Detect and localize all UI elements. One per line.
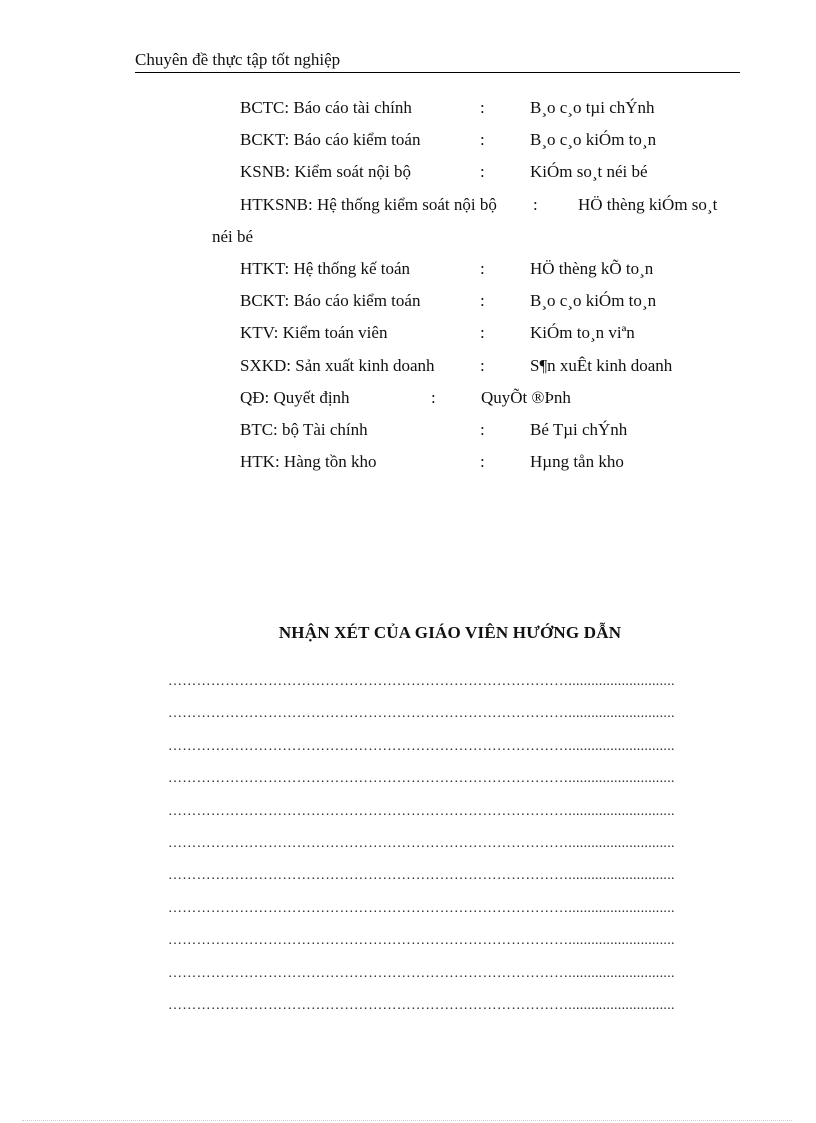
- abbreviation-colon: :: [480, 355, 485, 375]
- abbreviation-term: BCTC: Báo cáo tài chính: [240, 98, 412, 117]
- abbreviation-term: HTKSNB: Hệ thống kiểm soát nội bộ: [240, 194, 497, 214]
- dotted-line: …………………………………………………………………………............................: [168, 835, 675, 851]
- abbreviation-term: BCKT: Báo cáo kiểm toán: [240, 130, 421, 150]
- abbreviation-colon: :: [480, 323, 485, 343]
- abbreviation-term: HTKT: Hệ thống kế toán: [240, 258, 411, 278]
- dotted-line: …………………………………………………………………………............................: [168, 900, 675, 916]
- abbreviation-legacy-text: B¸o c¸o tµi chÝnh: [530, 98, 655, 117]
- abbreviation-row: [0, 350, 816, 382]
- dotted-line: …………………………………………………………………………............................: [168, 738, 675, 754]
- abbreviation-legacy-text: Hµng tån kho: [530, 452, 624, 472]
- abbreviation-row: [0, 253, 816, 285]
- abbreviation-row: [0, 414, 816, 446]
- abbreviation-colon: :: [480, 162, 485, 182]
- abbreviation-legacy-text: HÖ thèng kÕ to¸n: [530, 258, 654, 278]
- abbreviation-colon: :: [480, 98, 485, 117]
- abbreviation-colon: :: [480, 258, 485, 278]
- abbreviation-colon: :: [431, 387, 436, 407]
- abbreviation-row: [0, 92, 816, 124]
- header-title: Chuyên đề thực tập tốt nghiệp: [135, 50, 341, 69]
- abbreviation-colon: :: [480, 130, 485, 150]
- abbreviation-legacy-text: QuyÕt ®Þnh: [481, 387, 571, 407]
- abbreviation-colon: :: [533, 194, 538, 214]
- abbreviation-term: BTC: bộ Tài chính: [240, 419, 368, 439]
- abbreviation-colon: :: [480, 419, 485, 439]
- abbreviation-term: QĐ: Quyết định: [240, 387, 350, 407]
- abbreviation-legacy-text: KiÓm to¸n viªn: [530, 323, 635, 343]
- dotted-line: …………………………………………………………………………............................: [168, 771, 675, 787]
- abbreviation-row: [0, 382, 816, 414]
- abbreviation-colon: :: [480, 452, 485, 472]
- abbreviation-term: néi bé: [212, 226, 254, 246]
- abbreviation-row: [0, 156, 816, 188]
- dotted-line: …………………………………………………………………………............................: [168, 674, 675, 689]
- abbreviation-row: [0, 124, 816, 156]
- dotted-line: …………………………………………………………………………............................: [168, 965, 675, 981]
- abbreviation-legacy-text: KiÓm so¸t néi bé: [530, 162, 648, 182]
- dotted-line: …………………………………………………………………………............................: [168, 997, 675, 1013]
- abbreviation-term: SXKD: Sản xuất kinh doanh: [240, 355, 435, 375]
- abbreviation-legacy-text: B¸o c¸o kiÓm to¸n: [530, 130, 657, 150]
- abbreviation-row: [0, 446, 816, 478]
- abbreviation-legacy-text: HÖ thèng kiÓm so¸t: [578, 194, 718, 214]
- abbreviation-legacy-text: Bé Tµi chÝnh: [530, 419, 628, 439]
- abbreviation-row-continuation: [0, 221, 816, 253]
- page-bottom-rule: [22, 1120, 792, 1122]
- abbreviation-legacy-text: S¶n xuÊt kinh doanh: [530, 355, 673, 375]
- abbreviation-legacy-text: B¸o c¸o kiÓm to¸n: [530, 291, 657, 311]
- page-header: [135, 48, 740, 73]
- abbreviation-row: [0, 189, 816, 221]
- abbreviation-row: [0, 285, 816, 317]
- abbreviation-term: KSNB: Kiểm soát nội bộ: [240, 162, 411, 182]
- abbreviation-row: [0, 317, 816, 349]
- abbreviation-colon: :: [480, 291, 485, 311]
- dotted-line: …………………………………………………………………………............................: [168, 933, 675, 949]
- dotted-line: …………………………………………………………………………............................: [168, 868, 675, 884]
- abbreviation-term: KTV: Kiểm toán viên: [240, 323, 388, 343]
- dotted-line: …………………………………………………………………………............................: [168, 803, 675, 819]
- abbreviation-term: BCKT: Báo cáo kiểm toán: [240, 291, 421, 311]
- abbreviation-term: HTK: Hàng tồn kho: [240, 452, 377, 472]
- abbreviation-list: [0, 92, 816, 478]
- supervisor-comments-title: NHẬN XÉT CỦA GIÁO VIÊN HƯỚNG DẪN: [278, 623, 622, 642]
- dotted-line: …………………………………………………………………………............................: [168, 706, 675, 722]
- comment-lines: [168, 668, 738, 1024]
